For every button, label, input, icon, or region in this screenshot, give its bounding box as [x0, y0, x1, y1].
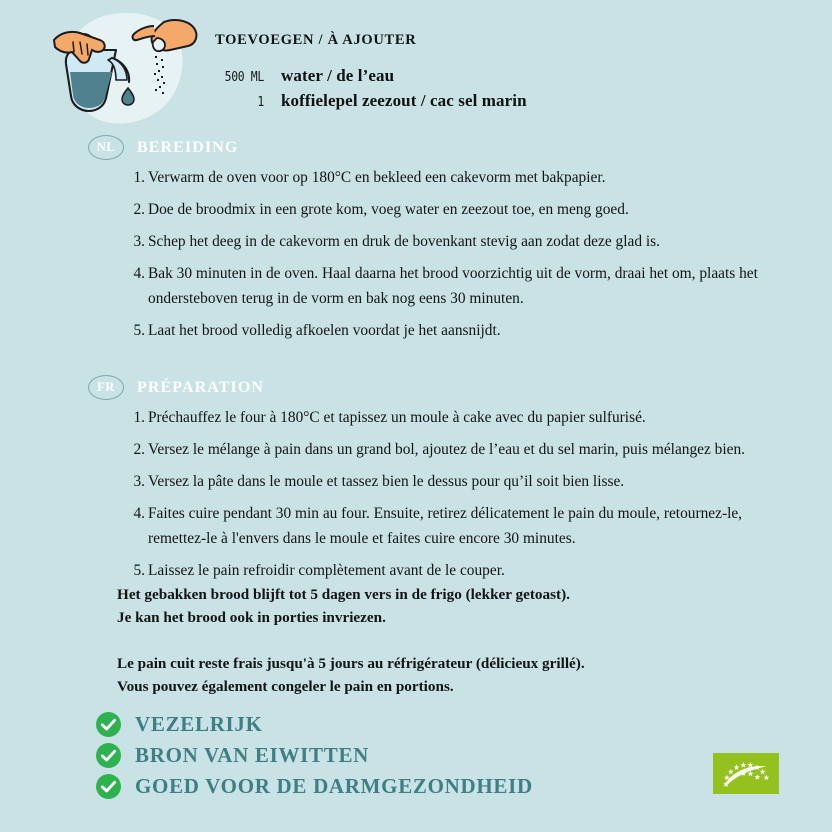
check-circle-icon — [96, 774, 121, 799]
ingredient-name: water / de l’eau — [281, 66, 395, 85]
step-number: 5. — [133, 562, 145, 579]
note-nl-line-1: Het gebakken brood blijft tot 5 dagen vers in de frigo (lekker getoast). — [117, 586, 570, 603]
language-badge-nl: NL — [88, 135, 124, 160]
fr-steps-list — [129, 405, 801, 590]
fr-step — [129, 437, 801, 462]
ingredient-row — [215, 91, 635, 111]
nl-section-header — [88, 135, 238, 160]
step-text: Versez le mélange à pain dans un grand bol, ajoutez de l’eau et du sel marin, puis mélangez bien. — [148, 441, 746, 458]
note-nl-line-2: Je kan het brood ook in porties invriezen. — [117, 609, 386, 626]
step-number: 3. — [133, 473, 145, 490]
ingredient-quantity: 1 — [257, 95, 264, 110]
step-text: Préchauffez le four à 180°C et tapissez un moule à cake avec du papier sulfurisé. — [148, 409, 646, 426]
ingredient-quantity: 500 ML — [224, 70, 264, 85]
benefits-list — [96, 712, 533, 805]
step-text: Versez la pâte dans le moule et tassez bien le dessus pour qu’il soit bien lisse. — [148, 473, 625, 490]
step-number: 1. — [133, 409, 145, 426]
fr-section-title: PRÉPARATION — [137, 378, 265, 396]
benefit-item — [96, 774, 533, 799]
notes-spacer — [117, 629, 757, 652]
ingredients-block — [215, 32, 635, 116]
step-text: Verwarm de oven voor op 180°C en bekleed een cakevorm met bakpapier. — [148, 169, 606, 186]
nl-section-title: BEREIDING — [137, 138, 239, 156]
nl-steps-list — [129, 165, 801, 350]
ingredient-row — [215, 66, 635, 86]
benefit-item — [96, 712, 533, 737]
step-number: 4. — [133, 265, 145, 282]
note-fr-line-1: Le pain cuit reste frais jusqu'à 5 jours au réfrigérateur (délicieux grillé). — [117, 655, 585, 672]
language-badge-fr: FR — [88, 375, 124, 400]
fr-step — [129, 558, 801, 583]
eu-organic-logo — [713, 753, 779, 794]
ingredients-title: TOEVOEGEN / À AJOUTER — [215, 32, 417, 48]
nl-step — [129, 165, 801, 190]
step-number: 2. — [133, 441, 145, 458]
ingredient-name: koffielepel zeezout / cac sel marin — [281, 91, 527, 110]
storage-notes — [117, 583, 757, 698]
step-text: Faites cuire pendant 30 min au four. Ensuite, retirez délicatement le pain du moule, retournez-le, remettez-le à l'envers dans le moule et faites cuire encore 30 minutes. — [148, 505, 743, 547]
step-number: 1. — [133, 169, 145, 186]
check-circle-icon — [96, 712, 121, 737]
nl-step — [129, 229, 801, 254]
step-text: Laissez le pain refroidir complètement avant de le couper. — [148, 562, 505, 579]
fr-step — [129, 469, 801, 494]
note-fr-line-2: Vous pouvez également congeler le pain en portions. — [117, 678, 454, 695]
step-number: 3. — [133, 233, 145, 250]
step-number: 4. — [133, 505, 145, 522]
salt-hand-pinch — [153, 38, 165, 51]
step-number: 5. — [133, 322, 145, 339]
nl-step — [129, 197, 801, 222]
benefit-label: GOED VOOR DE DARMGEZONDHEID — [135, 774, 533, 798]
fr-step — [129, 501, 801, 551]
check-circle-icon — [96, 743, 121, 768]
benefit-item — [96, 743, 533, 768]
nl-step — [129, 318, 801, 343]
fr-section-header — [88, 375, 264, 400]
ingredients-illustration — [42, 6, 212, 136]
step-text: Doe de broodmix in een grote kom, voeg water en zeezout toe, en meng goed. — [148, 201, 629, 218]
fr-step — [129, 405, 801, 430]
step-number: 2. — [133, 201, 145, 218]
step-text: Laat het brood volledig afkoelen voordat je het aansnijdt. — [148, 322, 501, 339]
step-text: Schep het deeg in de cakevorm en druk de bovenkant stevig aan zodat deze glad is. — [148, 233, 660, 250]
nl-step — [129, 261, 801, 311]
benefit-label: VEZELRIJK — [135, 712, 263, 736]
benefit-label: BRON VAN EIWITTEN — [135, 743, 370, 767]
step-text: Bak 30 minuten in de oven. Haal daarna het brood voorzichtig uit de vorm, draai het om, plaats het ondersteboven terug in de vorm en bak nog eens 30 minuten. — [148, 265, 758, 307]
